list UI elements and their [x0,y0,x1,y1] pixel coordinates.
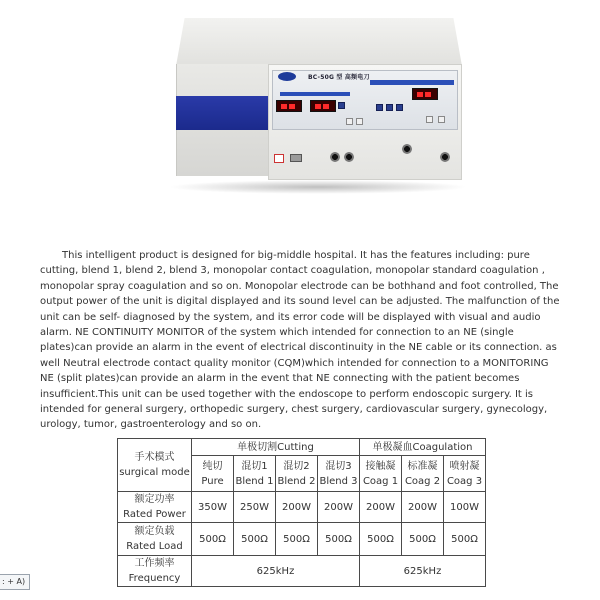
power-indicator-icon [274,154,284,163]
rated-load-cell: 500Ω [360,523,402,556]
power-switch-icon [290,154,302,162]
product-photo [150,4,480,200]
rated-power-cell: 200W [318,492,360,523]
coag-power-display [412,88,438,100]
panel-button-icon [338,102,345,109]
panel-button-icon [346,118,353,125]
panel-button-icon [426,116,433,123]
panel-button-icon [386,104,393,111]
output-socket-icon [344,152,354,162]
rated-load-cell: 500Ω [276,523,318,556]
rated-power-cell: 250W [234,492,276,523]
mode-cell: 混切1 Blend 1 [234,456,276,492]
rated-power-header: 额定功率 Rated Power [118,492,192,523]
panel-button-icon [356,118,363,125]
rated-load-cell: 500Ω [444,523,486,556]
rated-load-header: 额定负载 Rated Load [118,523,192,556]
rated-power-cell: 200W [276,492,318,523]
panel-button-icon [438,116,445,123]
rated-power-cell: 100W [444,492,486,523]
rated-power-cell: 350W [192,492,234,523]
cut-power-display [310,100,336,112]
cutting-group-header: 单极切割Cutting [192,439,360,456]
rated-load-cell: 500Ω [402,523,444,556]
mode-cell: 接触凝 Coag 1 [360,456,402,492]
mode-cell: 纯切 Pure [192,456,234,492]
surgical-mode-header: 手术模式 surgical mode [118,439,192,492]
coagulation-frequency-cell: 625kHz [360,556,486,587]
spec-table [117,438,486,587]
panel-button-icon [376,104,383,111]
panel-button-icon [396,104,403,111]
output-socket-icon [402,144,412,154]
panel-blue-band [280,92,350,96]
mode-cell: 标准凝 Coag 2 [402,456,444,492]
rated-power-cell: 200W [360,492,402,523]
photo-shadow [168,180,468,194]
frequency-header: 工作频率 Frequency [118,556,192,587]
mode-cell: 混切3 Blend 3 [318,456,360,492]
rated-load-cell: 500Ω [192,523,234,556]
device-model-label: BC-50G 型 高频电刀 [308,74,370,81]
mode-cell: 混切2 Blend 2 [276,456,318,492]
panel-blue-band [370,80,454,85]
rated-load-cell: 500Ω [234,523,276,556]
product-description: This intelligent product is designed for big-middle hospital. It has the features including: pure cutting, blend 1, blend 2, blend 3, monopolar contact coagulation, monopolar standard coagulation , monopolar spray coagulation and so on. Monopolar electrode can be bothhand and foot controlled, The output power of the unit is digital displayed and its sound level can be adjusted. The malfunction of the unit can be self- diagnosed by the system, and its error code will be displayed with visual and audio alarm. NE CONTINUITY MONITOR of the system which intended for connection to an NE (single plates)can provide an alarm in the event of electrical discontinuity in the NE cable or its connection. as well Neutral electrode contact quality monitor (CQM)which intended for connection to a MONITORING NE (split plates)can provide an alarm in the event that NE connecting with the patient becomes insufficient.This unit can be used together with the endoscope to perform endoscopic surgery. It is intended for general surgery, orthopedic surgery, chest surgery, cardiovascular surgery, gynecology, urology, tumor, gastroenterology and so on. [40,250,560,431]
mode-cell: 喷射凝 Coag 3 [444,456,486,492]
device-top-face [176,18,462,66]
device-blue-stripe [176,96,268,130]
rated-power-cell: 200W [402,492,444,523]
rated-load-cell: 500Ω [318,523,360,556]
brand-logo-icon [278,72,296,81]
clipped-ui-fragment[interactable]: : + A) [0,574,30,590]
output-socket-icon [440,152,450,162]
cutting-frequency-cell: 625kHz [192,556,360,587]
output-socket-icon [330,152,340,162]
cut-power-display [276,100,302,112]
coagulation-group-header: 单极凝血Coagulation [360,439,486,456]
